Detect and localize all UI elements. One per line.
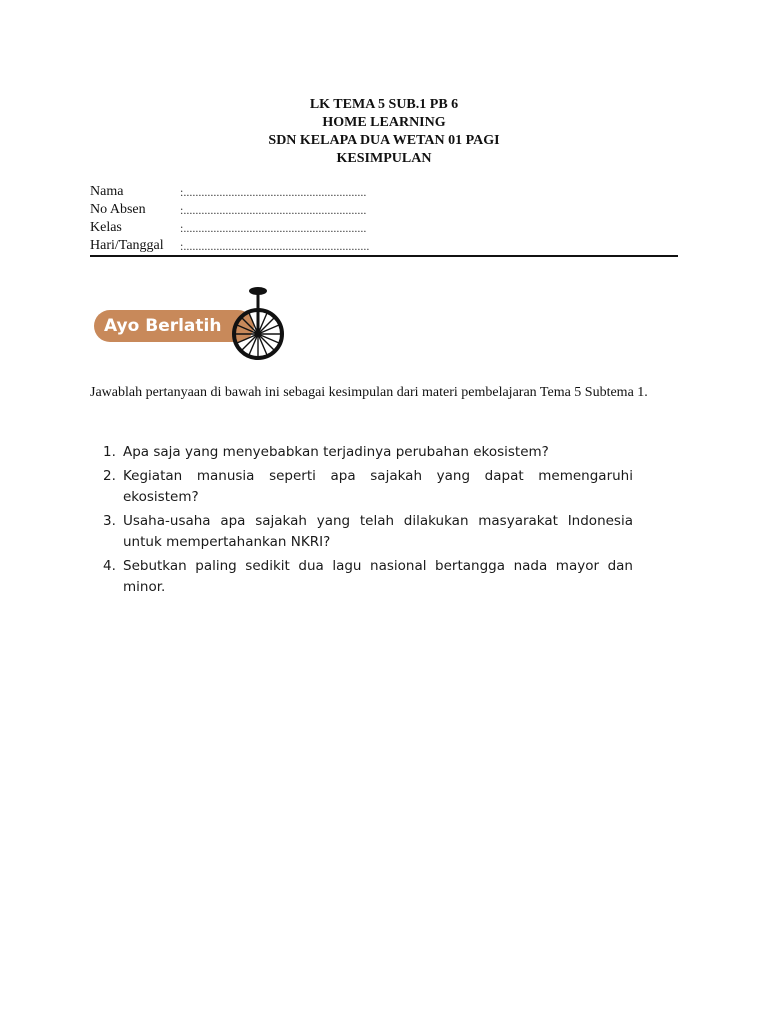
info-row-no-absen bbox=[90, 201, 680, 219]
question-number: 3. bbox=[103, 513, 116, 529]
info-row-kelas bbox=[90, 219, 680, 237]
document-header bbox=[0, 96, 768, 168]
info-row-nama bbox=[90, 183, 680, 201]
info-label: Kelas bbox=[90, 220, 122, 235]
instruction-text: Jawablah pertanyaan di bawah ini sebagai kesimpulan dari materi pembelajaran Tema 5 Subtema 1. bbox=[90, 385, 648, 400]
question-text: Apa saja yang menyebabkan terjadinya perubahan ekosistem? bbox=[123, 444, 549, 460]
question-number: 2. bbox=[103, 468, 116, 484]
info-row-hari-tanggal bbox=[90, 237, 680, 255]
header-school: SDN KELAPA DUA WETAN 01 PAGI bbox=[268, 133, 500, 148]
info-blank: :............................................................. bbox=[180, 185, 367, 199]
info-label: Hari/Tanggal bbox=[90, 238, 164, 253]
info-blank: :.............................................................. bbox=[180, 239, 370, 253]
header-subtitle: HOME LEARNING bbox=[322, 115, 446, 130]
header-divider bbox=[90, 255, 678, 257]
unicycle-icon bbox=[232, 282, 292, 362]
question-list bbox=[103, 442, 633, 601]
student-info bbox=[90, 183, 680, 255]
question-text: Sebutkan paling sedikit dua lagu nasional bertangga nada mayor dan minor. bbox=[123, 558, 633, 595]
info-label: Nama bbox=[90, 184, 124, 199]
info-label: No Absen bbox=[90, 202, 146, 217]
banner-label: Ayo Berlatih bbox=[94, 310, 254, 342]
question-item bbox=[103, 556, 633, 598]
ayo-berlatih-banner bbox=[94, 282, 304, 362]
question-item bbox=[103, 442, 633, 463]
question-number: 1. bbox=[103, 444, 116, 460]
question-item bbox=[103, 511, 633, 553]
info-blank: :............................................................. bbox=[180, 203, 367, 217]
info-blank: :............................................................. bbox=[180, 221, 367, 235]
question-number: 4. bbox=[103, 558, 116, 574]
question-text: Kegiatan manusia seperti apa sajakah yang dapat memengaruhi ekosistem? bbox=[123, 468, 633, 505]
header-title: LK TEMA 5 SUB.1 PB 6 bbox=[309, 97, 459, 112]
question-item bbox=[103, 466, 633, 508]
header-section: KESIMPULAN bbox=[336, 151, 432, 166]
question-text: Usaha-usaha apa sajakah yang telah dilakukan masyarakat Indonesia untuk mempertahankan NKRI? bbox=[123, 513, 633, 550]
